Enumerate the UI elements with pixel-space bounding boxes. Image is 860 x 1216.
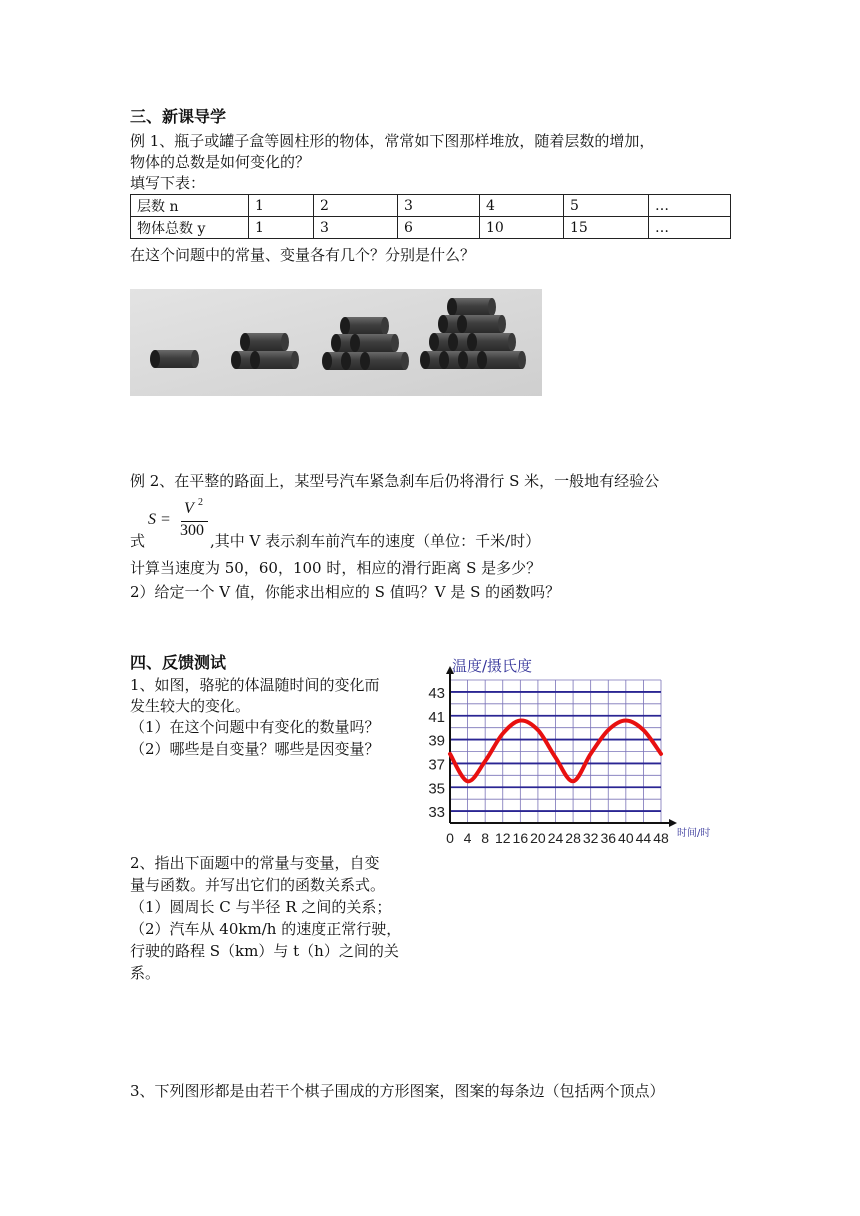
table-cell: 3 <box>398 195 480 217</box>
table-row <box>131 217 731 239</box>
x-tick-label: 12 <box>494 830 511 846</box>
x-tick-label: 48 <box>653 830 669 846</box>
q1-line2: 发生较大的变化。 <box>130 697 251 715</box>
y-tick-label: 39 <box>428 732 445 750</box>
table-cell: … <box>649 195 731 217</box>
y-axis-title: 温度/摄氏度 <box>452 657 533 675</box>
ex1-question: 在这个问题中的常量、变量各有几个？分别是什么？ <box>130 246 476 264</box>
table-cell: 2 <box>314 195 398 217</box>
x-tick-label: 0 <box>446 830 454 846</box>
q2-line2: 量与函数。并写出它们的函数关系式。 <box>130 876 386 894</box>
x-axis-arrow <box>669 819 677 827</box>
fill-prompt: 填写下表： <box>130 174 206 192</box>
q2-sub3: 行驶的路程 S（km）与 t（h）之间的关 <box>130 942 399 960</box>
ex2-line2-prefix: 式 <box>130 532 146 550</box>
y-tick-label: 43 <box>428 684 445 702</box>
x-tick-label: 32 <box>582 830 599 846</box>
q2-sub4: 系。 <box>130 964 161 982</box>
x-tick-label: 16 <box>512 830 529 846</box>
x-tick-label: 36 <box>600 830 617 846</box>
table-cell: 3 <box>314 217 398 239</box>
y-tick-label: 41 <box>428 708 445 726</box>
y-tick-label: 35 <box>428 780 445 798</box>
q1-sub1: （1）在这个问题中有变化的数量吗？ <box>130 718 380 736</box>
table-cell: 4 <box>480 195 564 217</box>
ex2-line1: 例 2、在平整的路面上，某型号汽车紧急刹车后仍将滑行 S 米，一般地有经验公 <box>130 472 660 490</box>
table-cell: 物体总数 y <box>131 217 249 239</box>
formula-denominator: 300 <box>180 522 204 539</box>
table-cell: … <box>649 217 731 239</box>
y-tick-label: 33 <box>428 804 445 822</box>
formula-exponent: 2 <box>198 497 203 508</box>
x-tick-label: 28 <box>565 830 581 846</box>
formula-lhs: S = <box>148 511 171 528</box>
q1-sub2: （2）哪些是自变量？哪些是因变量？ <box>130 740 380 758</box>
ex2-line3: 计算当速度为 50，60，100 时，相应的滑行距离 S 是多少？ <box>130 559 542 577</box>
ex1-line1: 例 1、瓶子或罐子盒等圆柱形的物体，常常如下图那样堆放，随着层数的增加， <box>130 132 655 150</box>
layers-table <box>130 194 731 239</box>
section3-heading: 三、新课导学 <box>130 107 227 126</box>
ex2-line4: 2）给定一个 V 值，你能求出相应的 S 值吗？V 是 S 的函数吗？ <box>130 583 561 601</box>
section4-heading: 四、反馈测试 <box>130 653 227 672</box>
table-cell: 15 <box>564 217 649 239</box>
x-tick-label: 20 <box>530 830 546 846</box>
table-cell: 5 <box>564 195 649 217</box>
q1-line1: 1、如图，骆驼的体温随时间的变化而 <box>130 676 380 694</box>
chart-axes <box>446 666 677 827</box>
table-cell: 1 <box>249 217 314 239</box>
q2-line1: 2、指出下面题中的常量与变量，自变 <box>130 854 380 872</box>
stacked-cylinders-image <box>130 289 542 396</box>
y-tick-label: 37 <box>428 756 445 774</box>
formula-numerator: V <box>184 500 194 517</box>
x-tick-label: 4 <box>463 830 472 846</box>
table-cell: 10 <box>480 217 564 239</box>
x-tick-label: 24 <box>547 830 564 846</box>
q3-line1: 3、下列图形都是由若干个棋子围成的方形图案，图案的每条边（包括两个顶点） <box>130 1082 665 1100</box>
x-axis-title: 时间/时 <box>677 828 711 839</box>
table-cell: 6 <box>398 217 480 239</box>
ex2-line2-suffix: ,其中 V 表示刹车前汽车的速度（单位：千米/时） <box>210 532 541 550</box>
q2-sub1: （1）圆周长 C 与半径 R 之间的关系； <box>130 898 392 916</box>
table-cell: 1 <box>249 195 314 217</box>
q2-sub2: （2）汽车从 40km/h 的速度正常行驶， <box>130 920 402 938</box>
chart-grid <box>450 680 661 823</box>
temperature-chart <box>418 656 728 852</box>
table-cell: 层数 n <box>131 195 249 217</box>
x-tick-label: 44 <box>635 830 652 846</box>
table-row <box>131 195 731 217</box>
ex1-line2: 物体的总数是如何变化的？ <box>130 153 311 171</box>
x-tick-label: 8 <box>481 830 490 846</box>
x-tick-label: 40 <box>618 830 634 846</box>
